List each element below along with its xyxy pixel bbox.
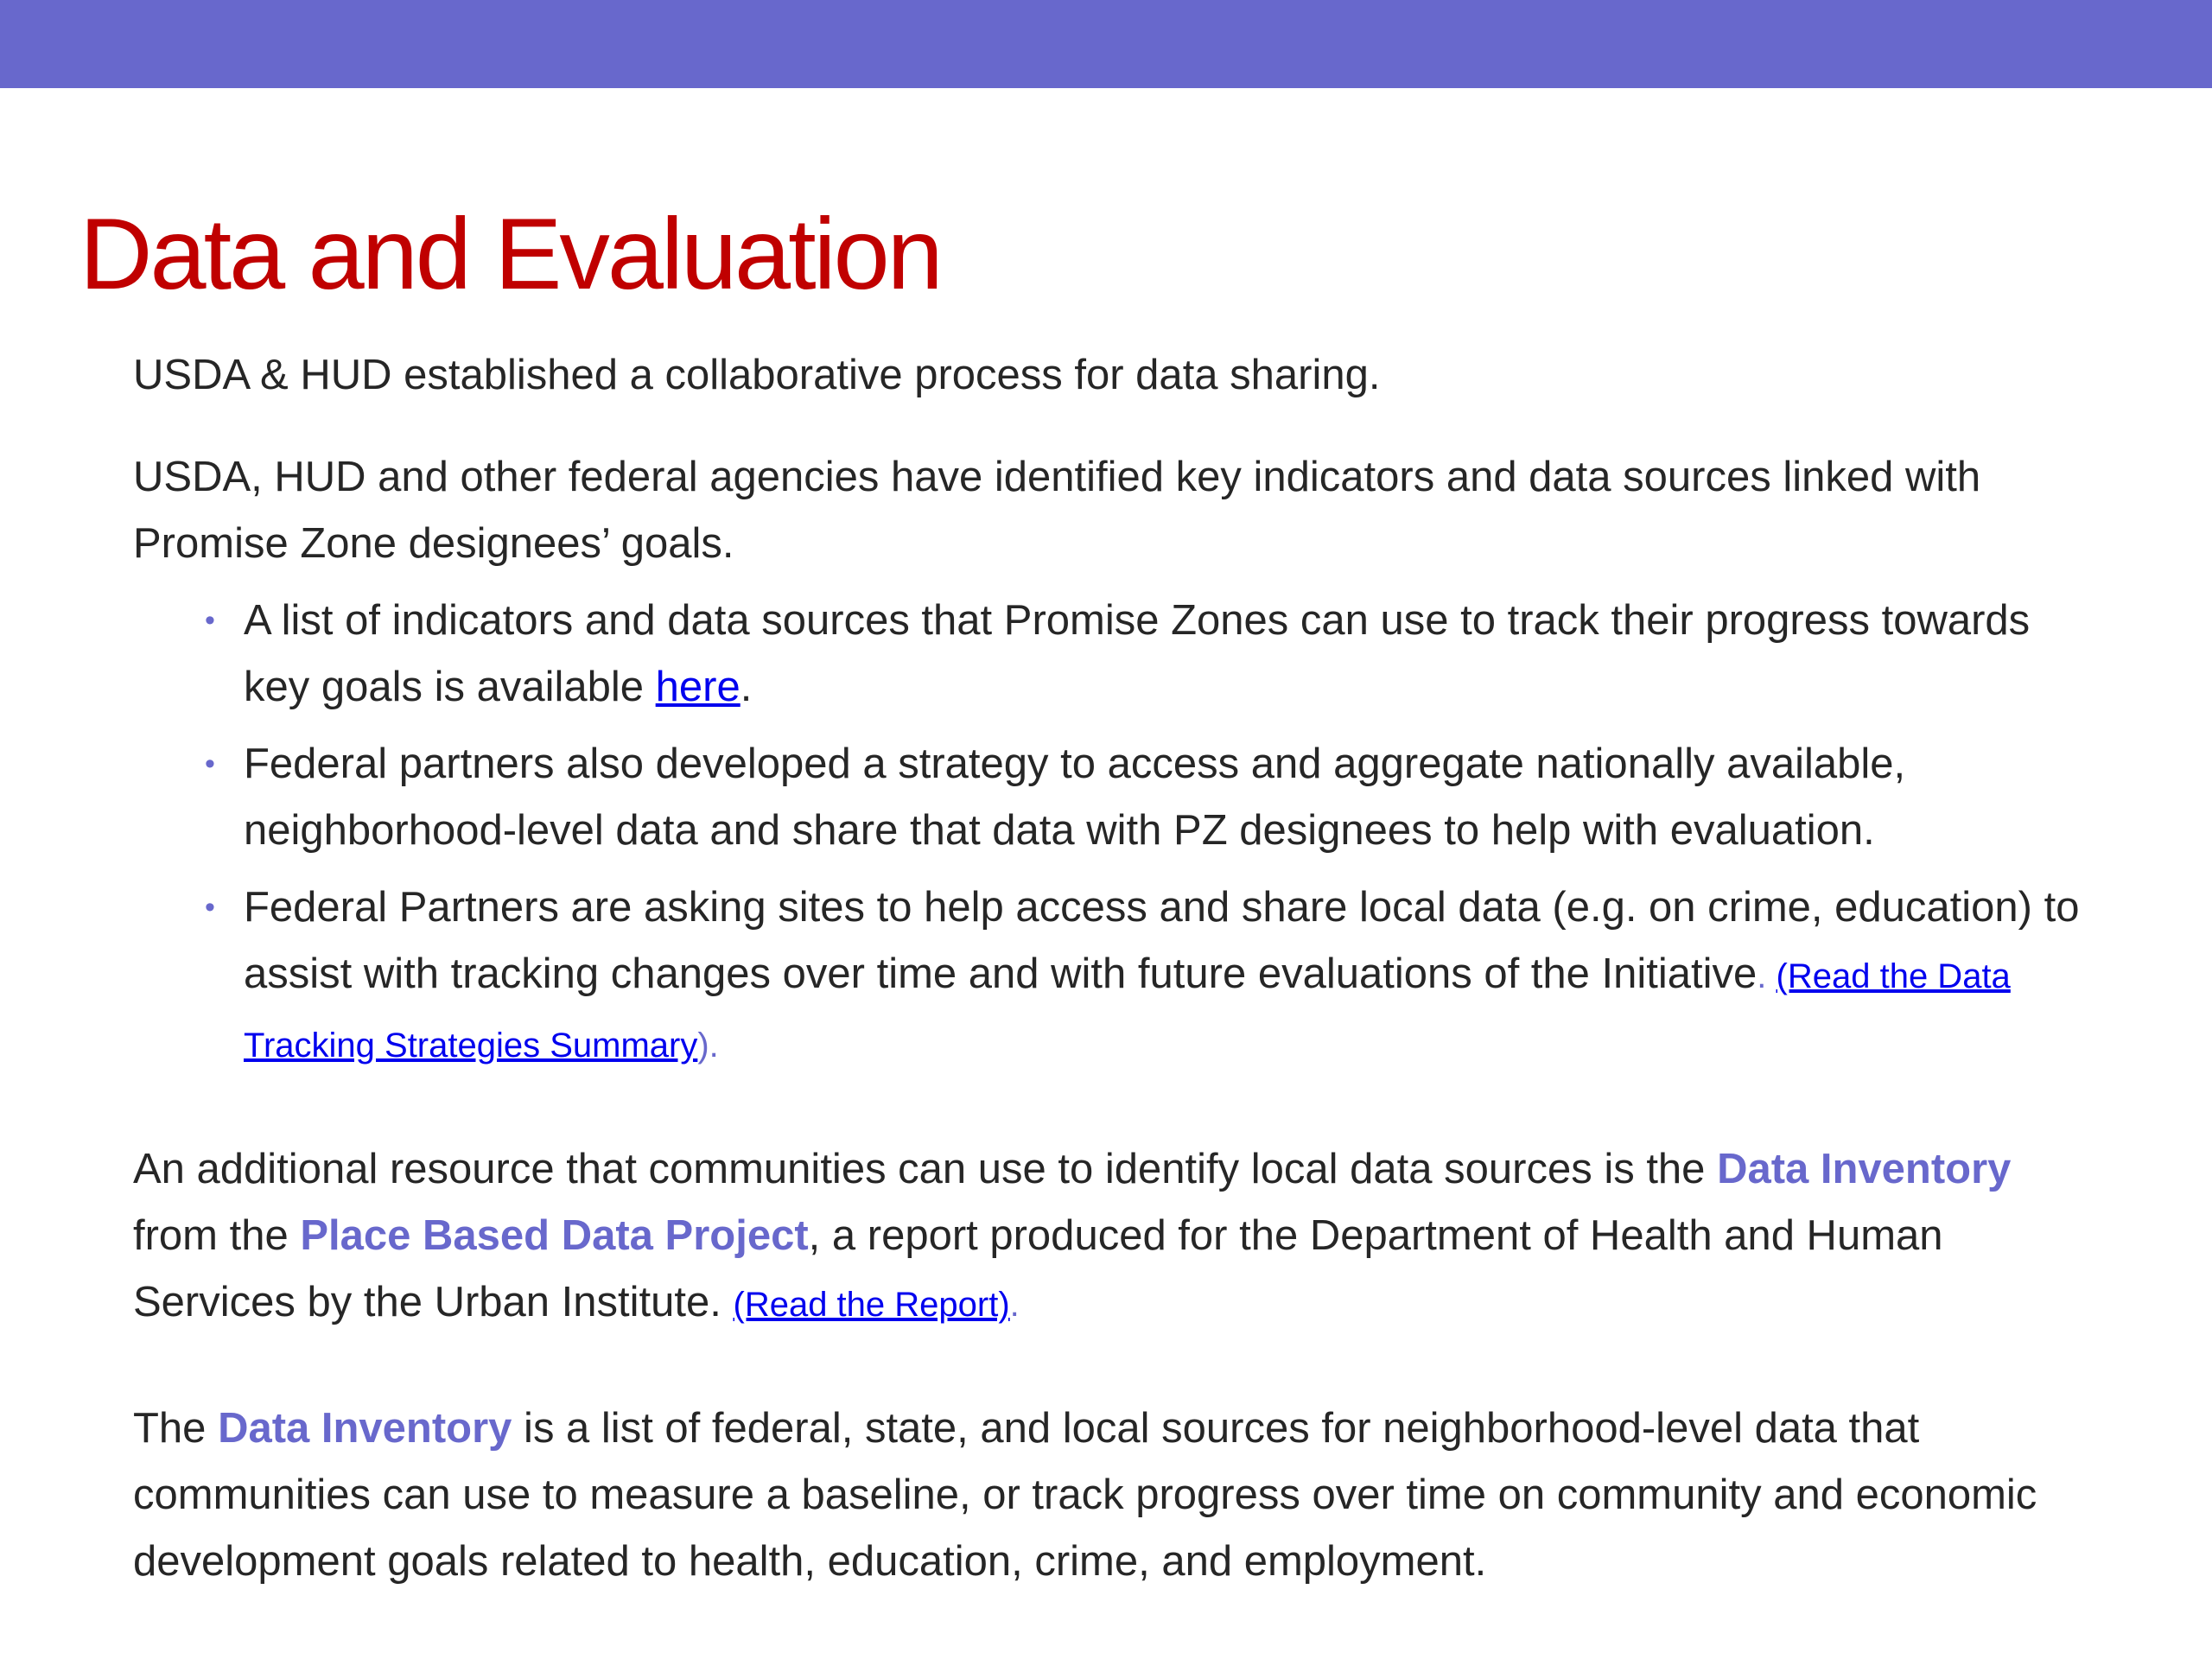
paragraph-text: An additional resource that communities can use to identify local data sources is the bbox=[133, 1146, 1718, 1192]
bullet-text: A list of indicators and data sources that Promise Zones can use to track their progress towards key goals is available bbox=[244, 597, 2031, 710]
bullet-text: Federal Partners are asking sites to help access and share local data (e.g. on crime, education) to assist with tracking changes over time and with future evaluations of the Initiative bbox=[244, 884, 2080, 997]
paragraph-text: , a report produced for the Department of Health and Human Services by the Urban Institute. bbox=[133, 1212, 1943, 1325]
paragraph-text: The bbox=[133, 1405, 219, 1452]
bullet-item-strategy bbox=[205, 731, 2103, 864]
paragraph-text: is a list of federal, state, and local sources for neighborhood-level data that communities can use to measure a baseline, or track progress over time on community and economic development goals related to health, education, crime, and employment. bbox=[133, 1405, 2037, 1585]
data-inventory-emphasis: Data Inventory bbox=[1717, 1146, 2012, 1192]
bullet-item-local-data bbox=[205, 874, 2103, 1079]
bullet-text: Federal partners also developed a strategy to access and aggregate nationally available, neighborhood-level data and share that data with PZ designees to help with evaluation. bbox=[244, 741, 1906, 854]
slide-title: Data and Evaluation bbox=[79, 197, 941, 310]
paragraph-data-sharing: USDA & HUD established a collaborative process for data sharing. bbox=[133, 352, 1381, 398]
paragraph-additional-resource bbox=[133, 1136, 2103, 1338]
bullet-text-end: . bbox=[740, 664, 753, 710]
bullet-icon: • bbox=[205, 747, 215, 780]
bullet-icon: • bbox=[205, 891, 215, 924]
place-based-data-project-emphasis: Place Based Data Project bbox=[300, 1212, 809, 1259]
slide-body bbox=[133, 342, 2103, 1595]
paragraph-key-indicators: USDA, HUD and other federal agencies have identified key indicators and data sources linked with Promise Zone designees’ goals. bbox=[133, 454, 1981, 567]
data-tracking-summary-link[interactable]: (Read the Data Tracking Strategies Summary bbox=[244, 957, 2011, 1065]
bullet-text-end: ). bbox=[697, 1027, 719, 1065]
bullet-text-lead: . bbox=[1757, 957, 1777, 995]
paragraph-data-inventory bbox=[133, 1395, 2103, 1595]
bullet-item-indicators-list bbox=[205, 588, 2103, 721]
read-the-report-link[interactable]: (Read the Report) bbox=[733, 1286, 1010, 1324]
data-inventory-emphasis: Data Inventory bbox=[218, 1405, 512, 1452]
bullet-list bbox=[133, 588, 2103, 1079]
here-link[interactable]: here bbox=[655, 664, 741, 710]
bullet-icon: • bbox=[205, 604, 215, 637]
top-banner-bar bbox=[0, 0, 2212, 88]
paragraph-text-end: . bbox=[1009, 1286, 1020, 1324]
paragraph-text: from the bbox=[133, 1212, 301, 1259]
